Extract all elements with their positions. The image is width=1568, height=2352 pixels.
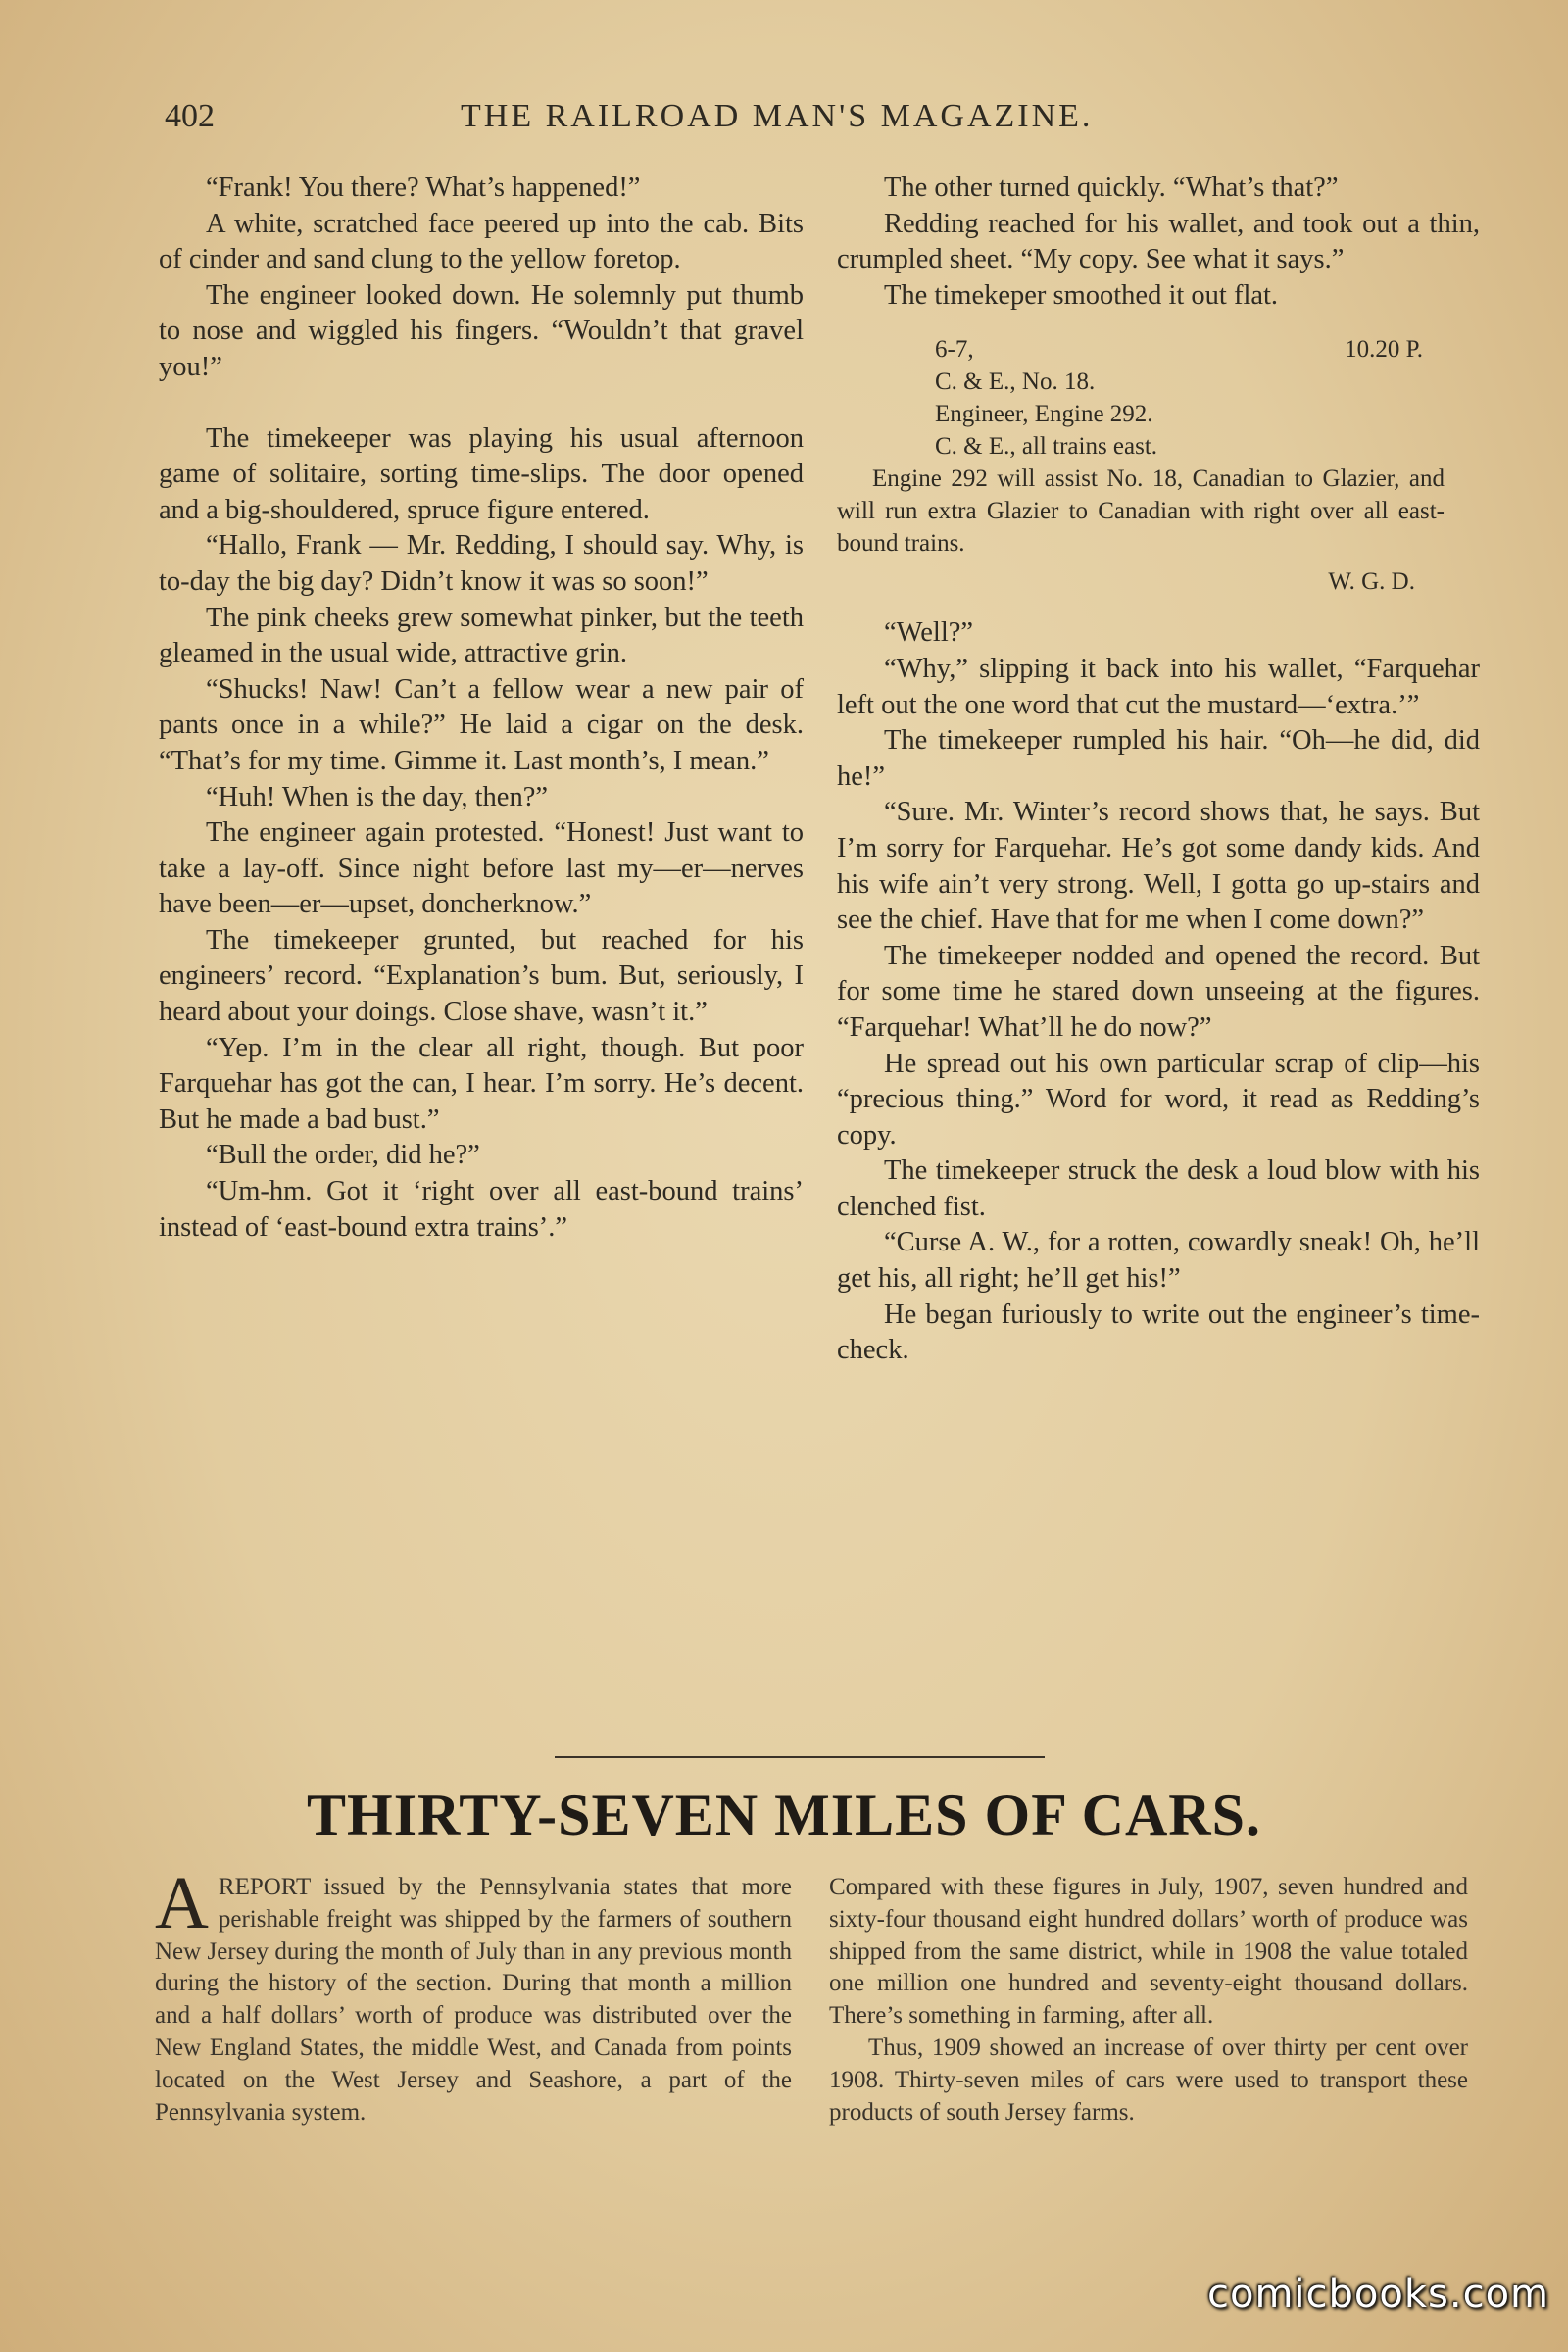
story-paragraph: The timekeeper grunted, but reached for his engineers’ record. “Explanation’s bum. But, seriously, I heard about your doings. Close shave, wasn’t it.” <box>159 924 804 1028</box>
article-title: THIRTY-SEVEN MILES OF CARS. <box>307 1783 1261 1847</box>
story-paragraph: The timekeeper was playing his usual afternoon game of solitaire, sorting time-slips. The door opened and a big-shouldered, spruce figure entered. <box>159 422 804 525</box>
story-paragraph: “Shucks! Naw! Can’t a fellow wear a new pair of pants once in a while?” He laid a cigar on the desk. “That’s for my time. Gimme it. Last month’s, I mean.” <box>159 673 804 776</box>
story-paragraph: “Frank! You there? What’s happened!” <box>206 172 641 203</box>
article-paragraph: Compared with these figures in July, 1907, seven hundred and sixty-four thousand eight hundred dollars’ worth of produce was shipped from the same district, while in 1908 the value totaled one million one hundred and seventy-eight thousand dollars. There’s something in farming, after all. <box>829 1874 1468 2030</box>
story-right-column <box>837 171 1480 1369</box>
story-paragraph: “Um-hm. Got it ‘right over all east-bound trains’ instead of ‘east-bound extra trains’.” <box>159 1176 804 1243</box>
story-paragraph: The engineer looked down. He solemnly put thumb to nose and wiggled his fingers. “Wouldn’t that gravel you!” <box>159 279 804 382</box>
site-watermark: comicbooks.com <box>1207 2272 1550 2317</box>
story-paragraph: The timekeeper nodded and opened the record. But for some time he stared down unseeing at the figures. “Farquehar! What’ll he do now?” <box>837 940 1480 1043</box>
story-paragraph: “Sure. Mr. Winter’s record shows that, he says. But I’m sorry for Farquehar. He’s got some dandy kids. And his wife ain’t very strong. Well, I gotta go up-stairs and see the chief. Have that for me when I come down?” <box>837 797 1480 936</box>
section-divider <box>555 1756 1045 1758</box>
story-paragraph: “Huh! When is the day, then?” <box>206 781 548 812</box>
story-paragraph: The timekeeper struck the desk a loud blow with his clenched fist. <box>837 1155 1480 1222</box>
story-paragraph: “Why,” slipping it back into his wallet, “Farquehar left out the one word that cut the mustard—‘extra.’” <box>837 653 1480 720</box>
article-left-column <box>155 1862 792 2129</box>
order-number: 6-7, <box>935 336 974 364</box>
story-left-column <box>159 171 804 1246</box>
story-paragraph: The engineer again protested. “Honest! Just want to take a lay-off. Since night before last my—er—nerves have been—er—upset, doncherknow.” <box>159 817 804 920</box>
story-paragraph: “Well?” <box>884 617 974 649</box>
order-body: Engine 292 will assist No. 18, Canadian to Glazier, and will run extra Glazier to Canadian with right over all east-bound trains. <box>837 466 1445 558</box>
story-paragraph: The timekeper smoothed it out flat. <box>884 279 1279 311</box>
order-line: Engineer, Engine 292. <box>935 401 1153 428</box>
story-paragraph: He spread out his own particular scrap of clip—his “precious thing.” Word for word, it read as Redding’s copy. <box>837 1048 1480 1151</box>
article-paragraph: Thus, 1909 showed an increase of over thirty per cent over 1908. Thirty-seven miles of cars were used to transport these products of south Jersey farms. <box>829 2034 1468 2126</box>
article-text: REPORT issued by the Pennsylvania states that more perishable freight was shipped by the farmers of southern New Jersey during the month of July than in any previous month during the history of the section. During that month a million and a half dollars’ worth of produce was distributed over the New England States, the middle West, and Canada from points located on the West Jersey and Seashore, a part of the Pennsylvania system. <box>155 1874 792 2126</box>
story-paragraph: “Yep. I’m in the clear all right, though. But poor Farquehar has got the can, I hear. I’m sorry. He’s decent. But he made a bad bust.” <box>159 1032 804 1135</box>
drop-cap: A <box>155 1862 209 1944</box>
story-paragraph: “Bull the order, did he?” <box>206 1140 480 1171</box>
story-paragraph: “Curse A. W., for a rotten, cowardly sneak! Oh, he’ll get his, all right; he’ll get his!” <box>837 1227 1480 1295</box>
story-paragraph: A white, scratched face peered up into the cab. Bits of cinder and sand clung to the yellow foretop. <box>159 208 804 275</box>
running-title: THE RAILROAD MAN'S MAGAZINE. <box>461 98 1094 134</box>
article-right-column <box>829 1872 1468 2129</box>
order-time: 10.20 P. <box>1345 336 1423 364</box>
story-paragraph: Redding reached for his wallet, and took out a thin, crumpled sheet. “My copy. See what it says.” <box>837 208 1480 275</box>
order-line: C. & E., No. 18. <box>935 368 1096 396</box>
order-line: C. & E., all trains east. <box>935 433 1158 461</box>
story-paragraph: The other turned quickly. “What’s that?” <box>884 172 1339 203</box>
page-number: 402 <box>165 98 215 134</box>
article-paragraph <box>155 1862 792 2129</box>
train-order <box>837 333 1480 598</box>
order-signature: W. G. D. <box>1328 568 1415 596</box>
story-paragraph: The timekeeper rumpled his hair. “Oh—he did, did he!” <box>837 725 1480 792</box>
story-paragraph: The pink cheeks grew somewhat pinker, but the teeth gleamed in the usual wide, attractive grin. <box>159 602 804 669</box>
story-paragraph: He began furiously to write out the engineer’s time-check. <box>837 1298 1480 1366</box>
story-paragraph: “Hallo, Frank — Mr. Redding, I should say. Why, is to-day the big day? Didn’t know it was so soon!” <box>159 530 804 597</box>
